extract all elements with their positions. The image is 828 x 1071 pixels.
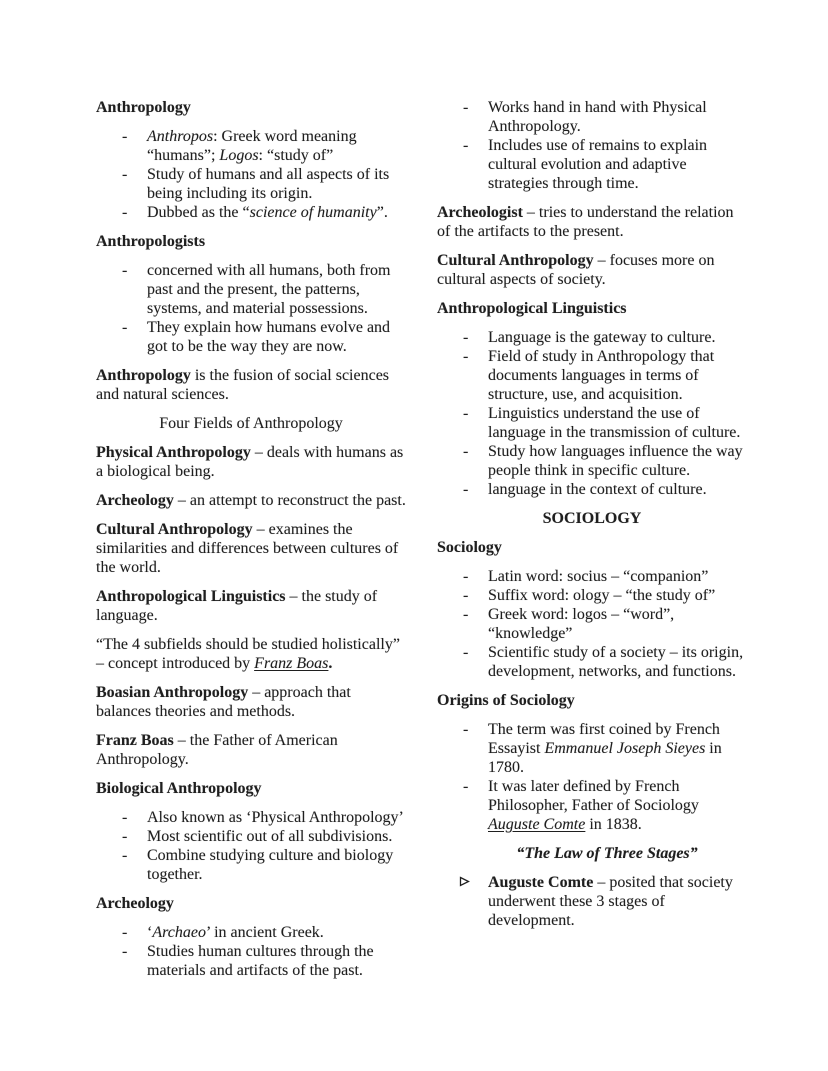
text-run: Study of humans and all aspects of its being including its origin. <box>147 166 390 202</box>
text-run: Anthropology <box>96 367 191 384</box>
paragraph <box>96 635 406 673</box>
bullet-list <box>96 808 406 884</box>
heading <box>96 779 406 798</box>
dash-bullet-icon: - <box>122 128 128 145</box>
list-item <box>437 480 747 499</box>
heading <box>437 538 747 557</box>
text-run: It was later defined by French Philosopher, Father of Sociology <box>488 778 699 814</box>
dash-bullet-icon: - <box>463 329 469 346</box>
list-item <box>96 923 406 942</box>
text-run: : “study of” <box>258 147 334 164</box>
dash-bullet-icon: - <box>463 443 469 460</box>
text-run: Auguste Comte <box>488 874 594 891</box>
heading <box>96 232 406 251</box>
bullet-list <box>437 873 747 930</box>
list-item <box>437 442 747 480</box>
text-run: : Greek word meaning “humans”; <box>147 128 357 164</box>
text-run: They explain how humans evolve and got to be the way they are now. <box>147 319 391 355</box>
dash-bullet-icon: - <box>122 204 128 221</box>
paragraph <box>96 683 406 721</box>
paragraph <box>96 443 406 481</box>
text-run: – an attempt to reconstruct the past. <box>173 492 406 509</box>
text-run: Studies human cultures through the materials and artifacts of the past. <box>147 943 374 979</box>
list-item-text <box>488 606 674 642</box>
text-run: in 1780. <box>488 740 722 776</box>
text-run: – tries to understand the relation of the artifacts to the present. <box>437 204 734 240</box>
dash-bullet-icon: - <box>463 137 469 154</box>
text-run: Anthropological Linguistics <box>96 588 286 605</box>
text-run: Logos <box>219 147 259 164</box>
content-columns <box>96 98 747 990</box>
text-run: language in the context of culture. <box>488 481 707 498</box>
dash-bullet-icon: - <box>463 568 469 585</box>
text-run: Sociology <box>437 539 502 556</box>
dash-bullet-icon: - <box>463 405 469 422</box>
list-item-text <box>488 137 707 192</box>
text-run: Suffix word: ology – “the study of” <box>488 587 716 604</box>
heading <box>96 894 406 913</box>
text-run: Cultural Anthropology <box>96 521 253 538</box>
dash-bullet-icon: - <box>463 348 469 365</box>
text-run: – the Father of American Anthropology. <box>96 732 338 768</box>
list-item-text <box>147 828 392 845</box>
paragraph <box>96 587 406 625</box>
paragraph <box>96 731 406 769</box>
list-item <box>437 328 747 347</box>
list-item-text <box>147 943 374 979</box>
dash-bullet-icon: - <box>122 262 128 279</box>
list-item-text <box>147 262 391 317</box>
list-item <box>96 261 406 318</box>
dash-bullet-icon: - <box>122 847 128 864</box>
text-run: Franz Boas <box>96 732 174 749</box>
text-run: Latin word: socius – “companion” <box>488 568 709 585</box>
list-item-text <box>488 874 733 929</box>
paragraph <box>96 520 406 577</box>
list-item-text <box>488 99 707 135</box>
list-item <box>96 942 406 980</box>
text-run: – examines the similarities and differences between cultures of the world. <box>96 521 399 576</box>
list-item-text <box>488 587 715 604</box>
list-item-text <box>488 481 707 498</box>
text-run: – focuses more on cultural aspects of society. <box>437 252 715 288</box>
dash-bullet-icon: - <box>463 606 469 623</box>
bullet-list <box>96 923 406 980</box>
list-item-text <box>147 319 390 355</box>
arrow-bullet-icon <box>459 876 470 887</box>
text-run: Scientific study of a society – its origin, development, networks, and functions. <box>488 644 744 680</box>
dash-bullet-icon: - <box>463 99 469 116</box>
text-run: Archeology <box>96 492 174 509</box>
list-item <box>96 827 406 846</box>
column-left <box>96 98 406 990</box>
list-item <box>437 643 747 681</box>
list-item-text <box>147 924 324 941</box>
text-run: . <box>328 655 333 672</box>
list-item <box>96 808 406 827</box>
bullet-list <box>437 98 747 193</box>
heading <box>96 98 406 117</box>
text-run: Anthropology <box>96 99 191 116</box>
text-run: Study how languages influence the way people think in specific culture. <box>488 443 743 479</box>
text-run: – deals with humans as a biological being. <box>96 444 404 480</box>
text-run: science of humanity <box>249 204 377 221</box>
text-run: The term was first coined by French Essayist <box>488 721 720 757</box>
list-item <box>437 586 747 605</box>
text-run: – approach that balances theories and methods. <box>96 684 351 720</box>
text-run: – the study of language. <box>96 588 378 624</box>
dash-bullet-icon: - <box>122 924 128 941</box>
bullet-list <box>437 328 747 499</box>
dash-bullet-icon: - <box>122 943 128 960</box>
text-run: Anthropologists <box>96 233 206 250</box>
list-item <box>437 720 747 777</box>
list-item <box>96 165 406 203</box>
list-item <box>437 605 747 643</box>
list-item-text <box>147 847 393 883</box>
bullet-list <box>96 127 406 222</box>
text-run: Works hand in hand with Physical Anthropology. <box>488 99 707 135</box>
text-run: Most scientific out of all subdivisions. <box>147 828 393 845</box>
bullet-list <box>437 567 747 681</box>
text-run: “The Law of Three Stages” <box>516 845 698 862</box>
list-item-text <box>488 405 740 441</box>
dash-bullet-icon: - <box>463 778 469 795</box>
list-item <box>437 98 747 136</box>
dash-bullet-icon: - <box>463 481 469 498</box>
list-item-text <box>488 443 743 479</box>
dash-bullet-icon: - <box>122 319 128 336</box>
text-run: Combine studying culture and biology together. <box>147 847 394 883</box>
list-item <box>437 404 747 442</box>
text-run: Archeology <box>96 895 174 912</box>
heading <box>437 691 747 710</box>
text-run: Also known as ‘Physical Anthropology’ <box>147 809 404 826</box>
text-run: Field of study in Anthropology that documents languages in terms of structure, use, and acquisition. <box>488 348 715 403</box>
list-item-text <box>488 644 743 680</box>
text-run: Includes use of remains to explain cultural evolution and adaptive strategies through time. <box>488 137 708 192</box>
list-item <box>437 873 747 930</box>
text-run: “The 4 subfields should be studied holistically” – concept introduced by <box>96 636 400 672</box>
text-run: Origins of Sociology <box>437 692 575 709</box>
text-run: Physical Anthropology <box>96 444 251 461</box>
bullet-list <box>437 720 747 834</box>
list-item <box>437 136 747 193</box>
dash-bullet-icon: - <box>122 166 128 183</box>
list-item <box>437 567 747 586</box>
text-run: Boasian Anthropology <box>96 684 249 701</box>
list-item-text <box>488 721 722 776</box>
text-run: Franz Boas <box>254 655 329 672</box>
text-run: Emmanuel Joseph Sieyes <box>544 740 706 757</box>
dash-bullet-icon: - <box>122 828 128 845</box>
text-run: Auguste Comte <box>488 816 586 833</box>
paragraph <box>96 366 406 404</box>
list-item-text <box>147 128 357 164</box>
text-run: SOCIOLOGY <box>542 510 642 527</box>
centered-text <box>96 414 406 433</box>
text-run: is the fusion of social sciences and natural sciences. <box>96 367 390 403</box>
column-right <box>437 98 747 990</box>
text-run: in 1838. <box>585 816 642 833</box>
text-run: Archaeo <box>152 924 206 941</box>
dash-bullet-icon: - <box>463 587 469 604</box>
dash-bullet-icon: - <box>463 644 469 661</box>
text-run: Biological Anthropology <box>96 780 262 797</box>
text-run: Four Fields of Anthropology <box>159 415 343 432</box>
text-run: concerned with all humans, both from past and the present, the patterns, systems, and material possessions. <box>147 262 391 317</box>
heading <box>437 299 747 318</box>
paragraph <box>437 251 747 289</box>
bullet-list <box>96 261 406 356</box>
list-item <box>96 318 406 356</box>
list-item <box>96 203 406 222</box>
text-run: Archeologist <box>437 204 523 221</box>
list-item-text <box>488 778 699 833</box>
list-item <box>437 347 747 404</box>
list-item-text <box>147 204 388 221</box>
text-run: ‘ <box>147 924 153 941</box>
text-run: Cultural Anthropology <box>437 252 594 269</box>
list-item-text <box>147 809 404 826</box>
dash-bullet-icon: - <box>122 809 128 826</box>
list-item-text <box>488 568 708 585</box>
paragraph <box>437 203 747 241</box>
list-item-text <box>488 348 714 403</box>
list-item <box>96 846 406 884</box>
text-run: Linguistics understand the use of language in the transmission of culture. <box>488 405 741 441</box>
text-run: Anthropos <box>147 128 214 145</box>
text-run: Greek word: logos – “word”, “knowledge” <box>488 606 675 642</box>
dash-bullet-icon: - <box>463 721 469 738</box>
list-item-text <box>488 329 715 346</box>
list-item <box>96 127 406 165</box>
text-run: – posited that society underwent these 3 stages of development. <box>488 874 733 929</box>
list-item <box>437 777 747 834</box>
text-run: Anthropological Linguistics <box>437 300 627 317</box>
paragraph <box>96 491 406 510</box>
text-run: Dubbed as the “ <box>147 204 250 221</box>
text-run: Language is the gateway to culture. <box>488 329 716 346</box>
section-title <box>437 509 747 528</box>
list-item-text <box>147 166 389 202</box>
quote-title <box>437 844 747 863</box>
text-run: ’ in ancient Greek. <box>205 924 324 941</box>
text-run: ”. <box>376 204 388 221</box>
